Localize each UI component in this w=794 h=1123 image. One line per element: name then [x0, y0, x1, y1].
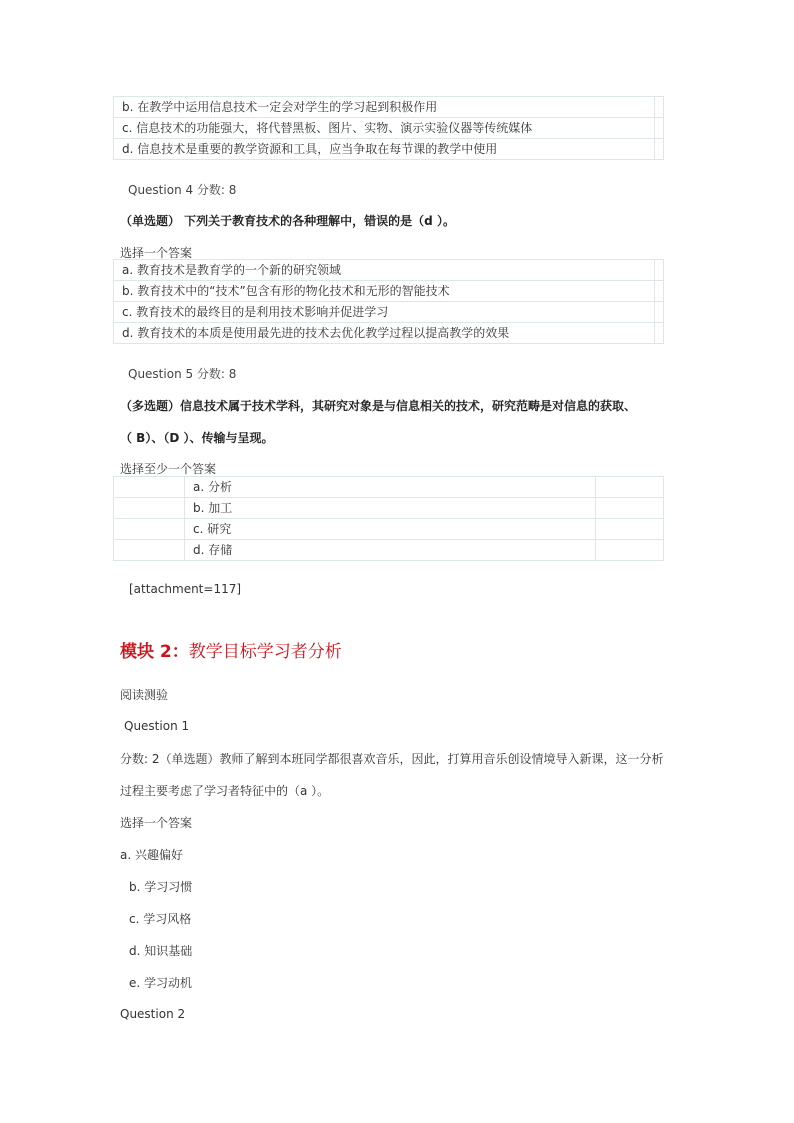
- m2-q1-option-e[interactable]: e. 学习动机: [129, 976, 193, 990]
- m2-q1-option-b[interactable]: b. 学习习惯: [129, 880, 193, 894]
- m2-q1-prompt: 选择一个答案: [120, 816, 193, 830]
- m2-q1-text-line1: 分数: 2（单选题）教师了解到本班同学都很喜欢音乐，因此，打算用音乐创设情境导入新课，这一分析: [120, 752, 664, 766]
- q4-option-d[interactable]: [114, 323, 664, 344]
- m2-q1-header: Question 1: [124, 719, 190, 733]
- option-label: d. 存储: [185, 540, 596, 561]
- option-label: b. 教育技术中的“技术”包含有形的物化技术和无形的智能技术: [114, 281, 655, 302]
- q4-text: （单选题） 下列关于教育技术的各种理解中，错误的是（d ）。: [120, 214, 455, 228]
- m2-q2-header: Question 2: [120, 1007, 186, 1021]
- attachment-ref: [attachment=117]: [129, 582, 242, 596]
- q5-option-b[interactable]: [114, 498, 664, 519]
- q4-options-table: [113, 259, 664, 344]
- q4-option-b[interactable]: [114, 281, 664, 302]
- m2-q1-option-d[interactable]: d. 知识基础: [129, 944, 193, 958]
- q4-prompt: 选择一个答案: [120, 246, 193, 260]
- option-label: d. 信息技术是重要的教学资源和工具，应当争取在每节课的教学中使用: [114, 139, 655, 160]
- q5-prompt: 选择至少一个答案: [120, 462, 217, 476]
- q3-option-c[interactable]: [114, 118, 664, 139]
- option-label: a. 教育技术是教育学的一个新的研究领域: [114, 260, 655, 281]
- option-label: c. 研究: [185, 519, 596, 540]
- q3-options-table: [113, 96, 664, 160]
- module-name: 教学目标学习者分析: [188, 642, 342, 662]
- q5-option-a[interactable]: [114, 477, 664, 498]
- option-label: d. 教育技术的本质是使用最先进的技术去优化教学过程以提高教学的效果: [114, 323, 655, 344]
- q4-option-a[interactable]: [114, 260, 664, 281]
- m2-q1-option-c[interactable]: c. 学习风格: [129, 912, 192, 926]
- q3-option-b[interactable]: [114, 97, 664, 118]
- m2-q1-text-line2: 过程主要考虑了学习者特征中的（a ）。: [120, 784, 330, 798]
- m2-q1-option-a[interactable]: a. 兴趣偏好: [120, 848, 183, 862]
- q4-option-c[interactable]: [114, 302, 664, 323]
- q3-option-d[interactable]: [114, 139, 664, 160]
- q5-text-line2: （ B）、（D ）、传输与呈现。: [120, 431, 274, 445]
- q5-header: Question 5 分数: 8: [128, 367, 237, 381]
- q5-options-table: [113, 476, 664, 561]
- option-label: a. 分析: [185, 477, 596, 498]
- q5-text-line1: （多选题）信息技术属于技术学科，其研究对象是与信息相关的技术，研究范畴是对信息的获取、: [120, 399, 637, 413]
- option-label: b. 在教学中运用信息技术一定会对学生的学习起到积极作用: [114, 97, 655, 118]
- option-label: b. 加工: [185, 498, 596, 519]
- option-label: c. 教育技术的最终目的是利用技术影响并促进学习: [114, 302, 655, 323]
- option-label: c. 信息技术的功能强大，将代替黑板、图片、实物、演示实验仪器等传统媒体: [114, 118, 655, 139]
- module-number: 模块 2：: [120, 642, 189, 662]
- module-subtitle: 阅读测验: [120, 688, 169, 702]
- q5-option-d[interactable]: [114, 540, 664, 561]
- q5-option-c[interactable]: [114, 519, 664, 540]
- q4-header: Question 4 分数: 8: [128, 183, 237, 197]
- module-title: [120, 637, 342, 662]
